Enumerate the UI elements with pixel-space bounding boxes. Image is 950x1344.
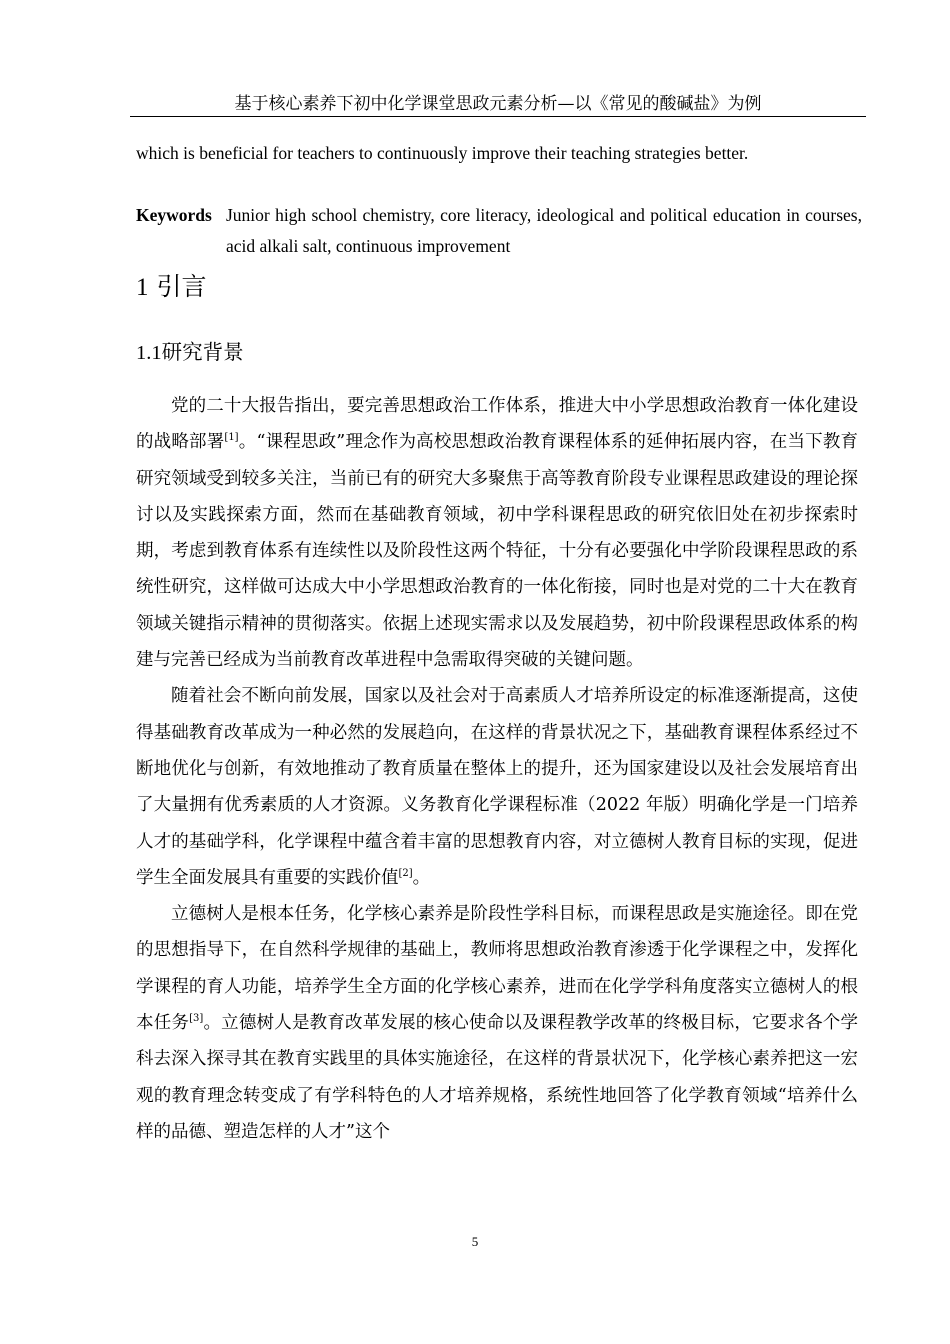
paragraph-1 bbox=[136, 388, 858, 678]
section-number: 1 bbox=[136, 274, 149, 301]
subsection-title: 研究背景 bbox=[161, 340, 244, 364]
keywords-text: Junior high school chemistry, core literacy, ideological and political education in courses, acid alkali salt, continuous improvement bbox=[226, 205, 862, 256]
body-text bbox=[136, 388, 858, 1150]
paragraph-1-text-a: 党的二十大报告指出，要完善思想政治工作体系，推进大中小学思想政治教育一体化建设的战略部署 bbox=[136, 396, 858, 453]
running-header-title: 基于核心素养下初中化学课堂思政元素分析—以《常见的酸碱盐》为例 bbox=[234, 94, 762, 114]
paragraph-3 bbox=[136, 896, 858, 1150]
citation-2: [2] bbox=[398, 867, 413, 879]
paragraph-3-text-b: 。立德树人是教育改革发展的核心使命以及课程教学改革的终极目标，它要求各个学科去深入探寻其在教育实践里的具体实施途径，在这样的背景状况下，化学核心素养把这一宏观的教育理念转变成了有学科特色的人才培养规格，系统性地回答了化学教育领域“培养什么样的品德、塑造怎样的人才”这个 bbox=[136, 1013, 859, 1142]
keywords-label: Keywords bbox=[136, 205, 212, 225]
subsection-number: 1.1 bbox=[136, 342, 162, 364]
paragraph-1-text-b: 。“课程思政”理念作为高校思想政治教育课程体系的延伸拓展内容，在当下教育研究领域受到较多关注，当前已有的研究大多聚焦于高等教育阶段专业课程思政建设的理论探讨以及实践探索方面，然而在基础教育领域，初中学科课程思政的研究依旧处在初步探索时期，考虑到教育体系有连续性以及阶段性这两个特征，十分有必要强化中学阶段课程思政的系统性研究，这样做可达成大中小学思想政治教育的一体化衔接，同时也是对党的二十大在教育领域关键指示精神的贯彻落实。依据上述现实需求以及发展趋势，初中阶段课程思政体系的构建与完善已经成为当前教育改革进程中急需取得突破的关键问题。 bbox=[136, 432, 859, 671]
page-number: 5 bbox=[471, 1234, 479, 1249]
abstract-tail-sentence: which is beneficial for teachers to continuously improve their teaching strategies better. bbox=[136, 143, 749, 163]
paragraph-2-text-a: 随着社会不断向前发展，国家以及社会对于高素质人才培养所设定的标准逐渐提高，这使得基础教育改革成为一种必然的发展趋向，在这样的背景状况之下，基础教育课程体系经过不断地优化与创新，有效地推动了教育质量在整体上的提升，还为国家建设以及社会发展培育出了大量拥有优秀素质的人才资源。义务教育化学课程标准（2022 年版）明确化学是一门培养人才的基础学科，化学课程中蕴含着丰富的思想教育内容，对立德树人教育目标的实现，促进学生全面发展具有重要的实践价值 bbox=[136, 686, 858, 888]
header-rule bbox=[130, 116, 866, 117]
citation-1: [1] bbox=[224, 432, 239, 444]
paragraph-2-text-b: 。 bbox=[412, 867, 431, 888]
section-title: 引言 bbox=[156, 272, 207, 301]
paragraph-3-text-a: 立德树人是根本任务，化学核心素养是阶段性学科目标，而课程思政是实施途径。即在党的思想指导下，在自然科学规律的基础上，教师将思想政治教育渗透于化学课程之中，发挥化学课程的育人功能，培养学生全方面的化学核心素养，进而在化学学科角度落实立德树人的根本任务 bbox=[136, 904, 858, 1034]
keywords-block bbox=[136, 200, 862, 262]
section-heading bbox=[136, 270, 206, 305]
paragraph-2 bbox=[136, 678, 858, 896]
subsection-heading bbox=[136, 337, 244, 368]
citation-3: [3] bbox=[189, 1013, 204, 1025]
